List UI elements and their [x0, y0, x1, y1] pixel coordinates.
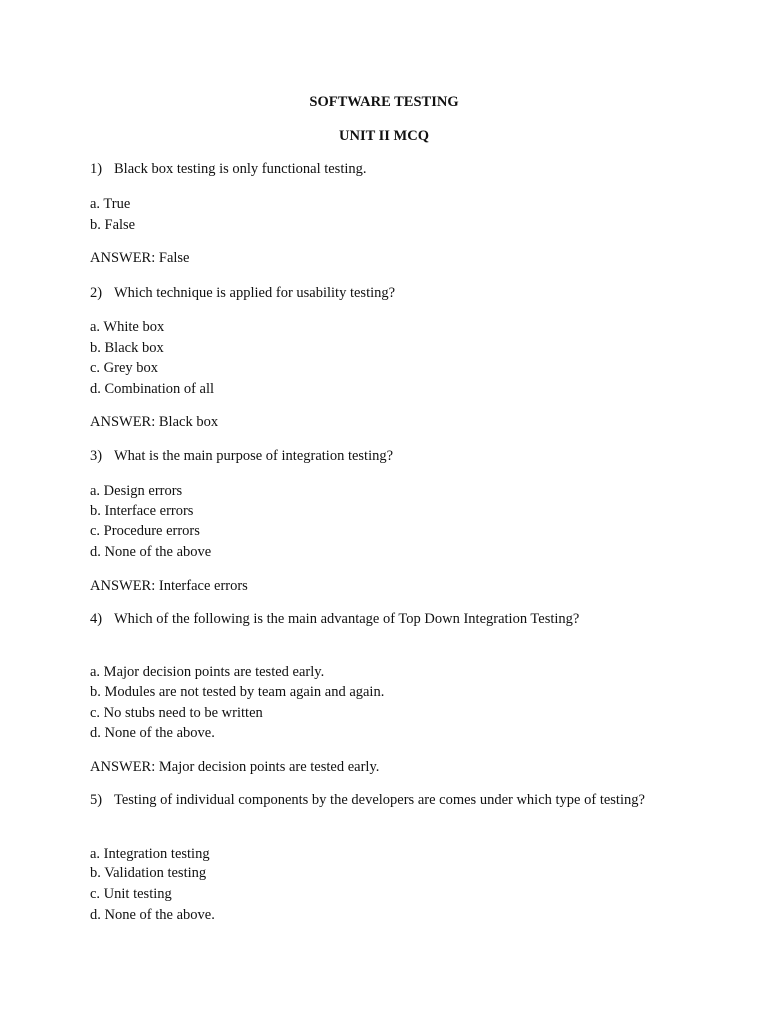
question-2	[90, 286, 395, 301]
answer: ANSWER: Interface errors	[90, 578, 248, 594]
question-3	[90, 449, 393, 464]
option: d. None of the above.	[90, 725, 215, 741]
option: d. None of the above	[90, 544, 212, 560]
option: b. Validation testing	[90, 865, 207, 881]
option: a. True	[90, 196, 131, 212]
question-text: Which of the following is the main advantage of Top Down Integration Testing?	[114, 611, 580, 627]
question-text: Which technique is applied for usability testing?	[114, 285, 396, 301]
answer: ANSWER: Black box	[90, 414, 219, 430]
question-4	[90, 612, 579, 627]
document-subtitle: UNIT II MCQ	[339, 128, 429, 144]
option: c. Unit testing	[90, 886, 172, 902]
option: c. Procedure errors	[90, 523, 200, 539]
option: b. Modules are not tested by team again and again.	[90, 684, 385, 700]
option: a. Design errors	[90, 483, 183, 499]
question-number: 5)	[90, 792, 103, 808]
question-number: 2)	[90, 285, 103, 301]
question-1	[90, 162, 367, 177]
question-text: Black box testing is only functional testing.	[114, 161, 367, 177]
option: b. Interface errors	[90, 503, 194, 519]
option: a. Integration testing	[90, 846, 210, 862]
option: b. False	[90, 217, 136, 233]
option: d. None of the above.	[90, 907, 215, 923]
question-number: 1)	[90, 161, 103, 177]
document-title: SOFTWARE TESTING	[309, 94, 459, 110]
option: a. White box	[90, 319, 165, 335]
answer: ANSWER: False	[90, 250, 190, 266]
option: c. No stubs need to be written	[90, 705, 263, 721]
answer: ANSWER: Major decision points are tested early.	[90, 759, 380, 775]
question-number: 3)	[90, 448, 103, 464]
question-number: 4)	[90, 611, 103, 627]
option: b. Black box	[90, 340, 164, 356]
question-text: Testing of individual components by the developers are comes under which type of testing?	[114, 792, 645, 808]
question-text: What is the main purpose of integration testing?	[114, 448, 394, 464]
option: d. Combination of all	[90, 381, 215, 397]
question-5	[90, 793, 645, 808]
option: c. Grey box	[90, 360, 159, 376]
option: a. Major decision points are tested early.	[90, 664, 325, 680]
